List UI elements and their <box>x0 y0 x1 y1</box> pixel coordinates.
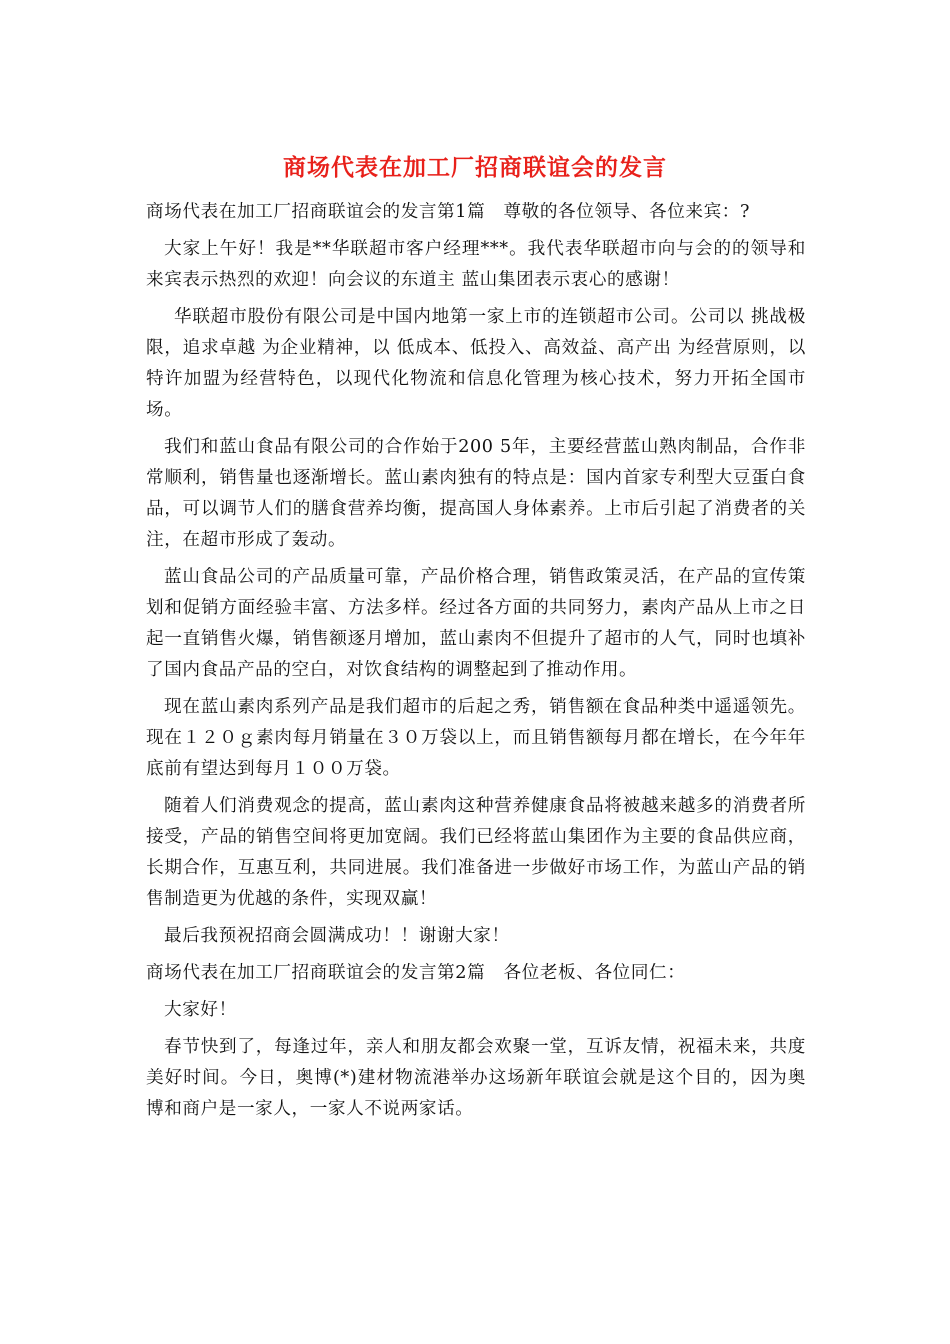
paragraph: 大家上午好！我是**华联超市客户经理***。我代表华联超市向与会的的领导和来宾表示热烈的欢迎！向会议的东道主 蓝山集团表示衷心的感谢！ <box>146 239 806 290</box>
paragraph: 华联超市股份有限公司是中国内地第一家上市的连锁超市公司。公司以 挑战极限，追求卓越 为企业精神，以 低成本、低投入、高效益、高产出 为经营原则，以特许加盟为经营特色，以现代化物流和信息化管理为核心技术，努力开拓全国市场。 <box>146 307 806 420</box>
paragraph: 大家好！ <box>164 1000 237 1020</box>
paragraph: 现在蓝山素肉系列产品是我们超市的后起之秀，销售额在食品种类中遥遥领先。现在１２０ｇ素肉每月销量在３０万袋以上，而且销售额每月都在增长，在今年年底前有望达到每月１００万袋。 <box>146 697 806 779</box>
section-heading-2: 商场代表在加工厂招商联谊会的发言第2篇 各位老板、各位同仁： <box>146 963 686 983</box>
paragraph: 蓝山食品公司的产品质量可靠，产品价格合理，销售政策灵活，在产品的宣传策划和促销方面经验丰富、方法多样。经过各方面的共同努力，素肉产品从上市之日起一直销售火爆，销售额逐月增加，蓝山素肉不但提升了超市的人气，同时也填补了国内食品产品的空白，对饮食结构的调整起到了推动作用。 <box>146 567 806 680</box>
paragraph: 春节快到了，每逢过年，亲人和朋友都会欢聚一堂，互诉友情，祝福未来，共度美好时间。今日，奥博(*)建材物流港举办这场新年联谊会就是这个目的，因为奥博和商户是一家人，一家人不说两家话。 <box>146 1037 806 1119</box>
paragraph: 随着人们消费观念的提高，蓝山素肉这种营养健康食品将被越来越多的消费者所接受，产品的销售空间将更加宽阔。我们已经将蓝山集团作为主要的食品供应商，长期合作，互惠互利，共同进展。我们准备进一步做好市场工作，为蓝山产品的销售制造更为优越的条件，实现双赢！ <box>146 796 806 909</box>
document-title: 商场代表在加工厂招商联谊会的发言 <box>283 154 667 181</box>
section-heading-1: 商场代表在加工厂招商联谊会的发言第1篇 尊敬的各位领导、各位来宾：? <box>146 202 751 222</box>
paragraph: 最后我预祝招商会圆满成功！！谢谢大家！ <box>164 926 510 946</box>
document-body <box>146 197 806 1131</box>
paragraph: 我们和蓝山食品有限公司的合作始于200 5年，主要经营蓝山熟肉制品，合作非常顺利，销售量也逐渐增长。蓝山素肉独有的特点是：国内首家专利型大豆蛋白食品，可以调节人们的膳食营养均衡，提高国人身体素养。上市后引起了消费者的关注，在超市形成了轰动。 <box>146 437 806 550</box>
